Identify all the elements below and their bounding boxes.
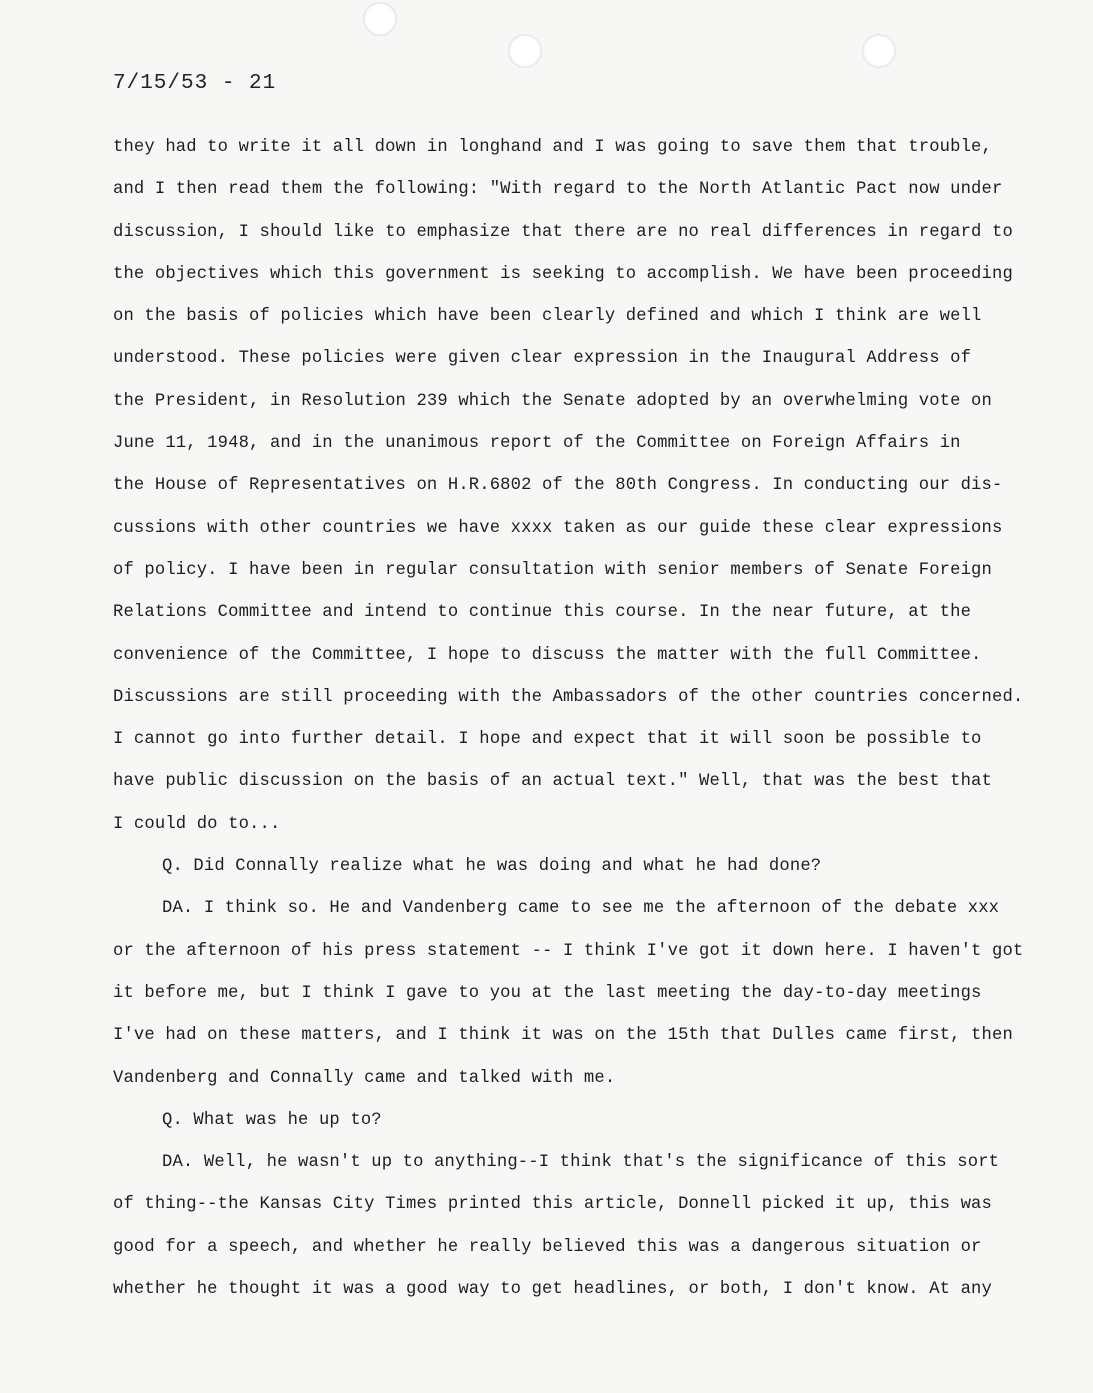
text-line: whether he thought it was a good way to get headlines, or both, I don't know. At any <box>113 1280 992 1300</box>
text-line: the President, in Resolution 239 which the Senate adopted by an overwhelming vote on <box>113 391 992 411</box>
answer-line: DA. I think so. He and Vandenberg came to see me the afternoon of the debate xxx <box>162 899 1000 919</box>
text-line: Discussions are still proceeding with the Ambassadors of the other countries concerned. <box>113 687 1024 707</box>
text-line: the objectives which this government is seeking to accomplish. We have been proceeding <box>113 264 1013 284</box>
text-line: June 11, 1948, and in the unanimous report of the Committee on Foreign Affairs in <box>113 434 961 454</box>
text-line: of thing--the Kansas City Times printed this article, Donnell picked it up, this was <box>113 1195 992 1215</box>
answer-line: DA. Well, he wasn't up to anything--I think that's the significance of this sort <box>162 1153 1000 1173</box>
text-line: good for a speech, and whether he really believed this was a dangerous situation or <box>113 1237 982 1257</box>
transcript-body <box>113 134 1043 1318</box>
text-line: they had to write it all down in longhand and I was going to save them that trouble, <box>113 138 992 157</box>
punch-hole <box>862 34 896 68</box>
text-line: have public discussion on the basis of an actual text." Well, that was the best that <box>113 772 992 792</box>
text-line: I could do to... <box>113 814 281 834</box>
text-line: Vandenberg and Connally came and talked with me. <box>113 1068 616 1088</box>
text-line: Relations Committee and intend to continue this course. In the near future, at the <box>113 603 972 623</box>
text-line: I cannot go into further detail. I hope and expect that it will soon be possible to <box>113 730 982 750</box>
question-line: Q. What was he up to? <box>162 1110 382 1130</box>
question-line: Q. Did Connally realize what he was doing and what he had done? <box>162 857 822 877</box>
text-line: it before me, but I think I gave to you at the last meeting the day-to-day meetings <box>113 983 982 1003</box>
text-line: I've had on these matters, and I think it was on the 15th that Dulles came first, then <box>113 1026 1013 1046</box>
text-line: on the basis of policies which have been clearly defined and which I think are well <box>113 307 982 327</box>
punch-hole <box>363 2 397 36</box>
text-line: convenience of the Committee, I hope to discuss the matter with the full Committee. <box>113 645 982 665</box>
text-line: of policy. I have been in regular consultation with senior members of Senate Foreign <box>113 560 992 580</box>
text-line: or the afternoon of his press statement -- I think I've got it down here. I haven't got <box>113 941 1024 961</box>
text-line: and I then read them the following: "With regard to the North Atlantic Pact now under <box>113 180 1003 200</box>
text-line: cussions with other countries we have xxxx taken as our guide these clear expressions <box>113 518 1003 538</box>
text-line: the House of Representatives on H.R.6802 of the 80th Congress. In conducting our dis- <box>113 476 1003 496</box>
page-reference: 7/15/53 - 21 <box>113 72 277 95</box>
punch-hole <box>508 34 542 68</box>
text-line: discussion, I should like to emphasize that there are no real differences in regard to <box>113 222 1013 242</box>
text-line: understood. These policies were given clear expression in the Inaugural Address of <box>113 349 972 369</box>
